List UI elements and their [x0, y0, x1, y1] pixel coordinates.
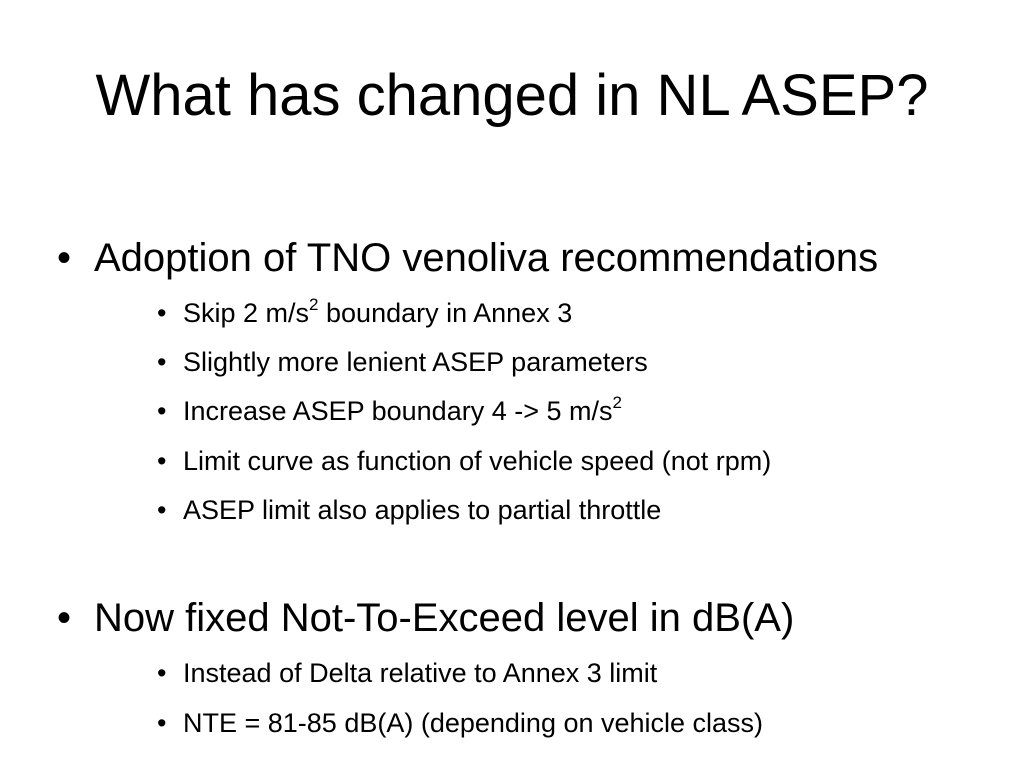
text-part: Increase ASEP boundary 4 -> 5 m/s	[183, 396, 613, 426]
bullet-dot: •	[57, 236, 72, 280]
sub-bullet-text: ASEP limit also applies to partial throttle	[183, 495, 662, 525]
sub-bullet-text	[183, 296, 572, 330]
text-part: boundary in Annex 3	[318, 298, 573, 328]
bullet-dot: •	[57, 596, 72, 640]
sub-bullet-dot: •	[157, 708, 167, 738]
sub-bullet-text: Limit curve as function of vehicle speed (not rpm)	[183, 446, 772, 476]
sub-bullet-dot: •	[157, 347, 167, 377]
sub-bullet-dot: •	[157, 658, 167, 688]
slide-title: What has changed in NL ASEP?	[95, 63, 929, 128]
sub-bullet-text: Instead of Delta relative to Annex 3 limit	[183, 658, 658, 688]
sub-bullet-dot: •	[157, 298, 167, 328]
text-part: Skip 2 m/s	[183, 298, 310, 328]
bullet-text: Now fixed Not-To-Exceed level in dB(A)	[94, 596, 795, 640]
sub-bullet-dot: •	[157, 446, 167, 476]
sub-bullet-text: NTE = 81-85 dB(A) (depending on vehicle class)	[183, 708, 764, 738]
sub-bullet-text: Slightly more lenient ASEP parameters	[183, 347, 648, 377]
sub-bullet-dot: •	[157, 495, 167, 525]
sub-bullet-text	[183, 394, 622, 428]
superscript: 2	[612, 393, 622, 412]
sub-bullet-dot: •	[157, 396, 167, 426]
superscript: 2	[309, 295, 319, 314]
bullet-text: Adoption of TNO venoliva recommendations	[94, 236, 879, 280]
